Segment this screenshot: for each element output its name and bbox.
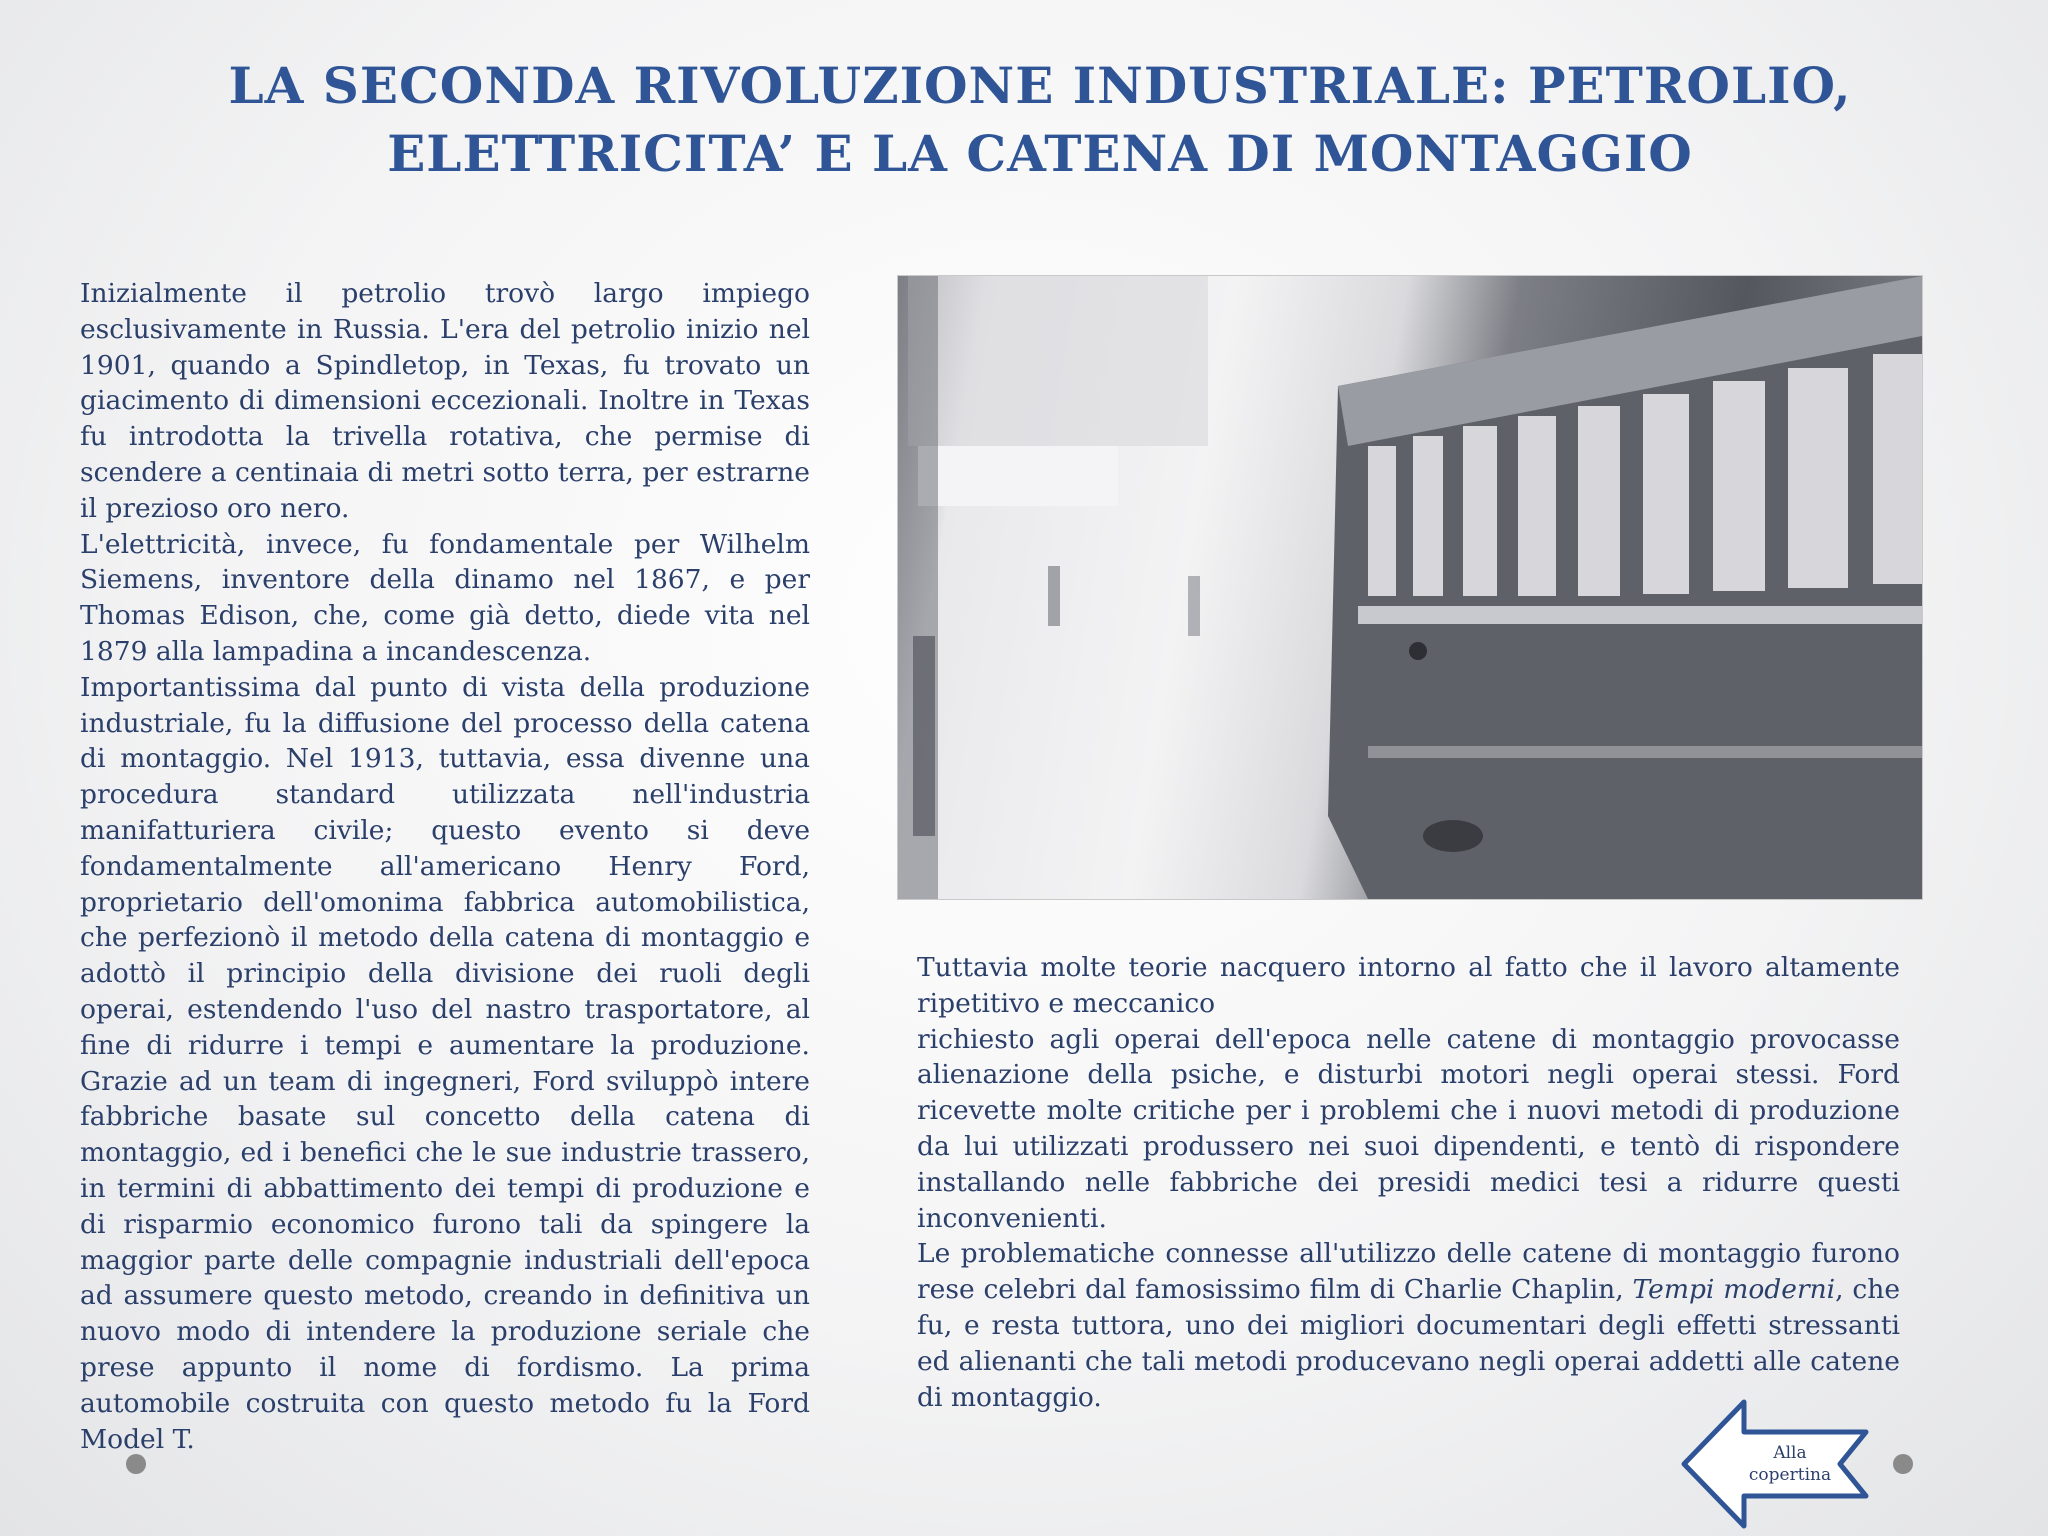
paragraph-critiche-body: richiesto agli operai dell'epoca nelle catene di montaggio provocasse alienazione della psiche, e disturbi motori negli operai stessi. Ford ricevette molte critiche per i problemi che i nuovi metodi di produzione da lui utilizzati produssero nei suoi dipendenti, e tentò di rispondere installando nelle fabbriche dei presidi medici tesi a ridurre questi inconvenienti. (917, 1023, 1900, 1234)
back-label-line-1: Alla (1773, 1443, 1807, 1463)
tempi-moderni-text-start: Le problematiche connesse all'utilizzo delle catene di montaggio furono rese celebri dal famosissimo film di Charlie Chaplin, (917, 1238, 1900, 1306)
paragraph-petrolio: Inizialmente il petrolio trovò largo impiego esclusivamente in Russia. L'era del petrolio inizio nel 1901, quando a Spindletop, in Texas, fu trovato un giacimento di dimensioni eccezionali. Inoltre in Texas fu introdotta la trivella rotativa, che permise di scendere a centinaia di metri sotto terra, per estrarne il prezioso oro nero. (80, 278, 810, 524)
tram-illustration (898, 276, 1922, 899)
paragraph-critiche (917, 950, 1900, 1236)
film-title: Tempi moderni (1632, 1274, 1836, 1306)
left-text-column (80, 276, 810, 1457)
tempi-moderni-text-end: , che fu, e resta tuttora, uno dei migliori documentari degli effetti stressanti ed alienanti che tali metodi producevano negli operai addetti alle catene di montaggio. (917, 1274, 1900, 1413)
slide-title (150, 52, 1930, 188)
tram-street-photo (897, 275, 1923, 900)
decorative-dot-right (1893, 1454, 1913, 1474)
decorative-dot-left (126, 1454, 146, 1474)
slide-title-line-1: LA SECONDA RIVOLUZIONE INDUSTRIALE: PETROLIO, (228, 56, 1852, 115)
paragraph-tempi-moderni (917, 1236, 1900, 1415)
paragraph-critiche-line-1: Tuttavia molte teorie nacquero intorno al fatto che il lavoro altamente ripetitivo e meccanico (917, 952, 1900, 1019)
paragraph-catena-montaggio: Importantissima dal punto di vista della produzione industriale, fu la diffusione del processo della catena di montaggio. Nel 1913, tuttavia, essa divenne una procedura standard utilizzata nell'industria manifatturiera civile; questo evento si deve fondamentalmente all'americano Henry Ford, proprietario dell'omonima fabbrica automobilistica, che perfezionò il metodo della catena di montaggio e adottò il principio della divisione dei ruoli degli operai, estendendo l'uso del nastro trasportatore, al fine di ridurre i tempi e aumentare la produzione. Grazie ad un team di ingegneri, Ford sviluppò intere fabbriche basate sul concetto della catena di montaggio, ed i benefici che le sue industrie trassero, in termini di abbattimento dei tempi di produzione e di risparmio economico furono tali da spingere la maggior parte delle compagnie industriali dell'epoca ad assumere questo metodo, creando in definitiva un nuovo modo di intendere la produzione seriale che prese appunto il nome di fordismo. La prima automobile costruita con questo metodo fu la Ford Model T. (80, 671, 810, 1455)
paragraph-elettricita: L'elettricità, invece, fu fondamentale per Wilhelm Siemens, inventore della dinamo nel 1867, e per Thomas Edison, che, come già detto, diede vita nel 1879 alla lampadina a incandescenza. (80, 528, 810, 667)
back-to-cover-label[interactable] (1735, 1442, 1845, 1486)
back-label-line-2: copertina (1748, 1465, 1832, 1485)
slide-title-line-2: ELETTRICITA’ E LA CATENA DI MONTAGGIO (387, 124, 1693, 183)
right-text-column (917, 950, 1900, 1415)
